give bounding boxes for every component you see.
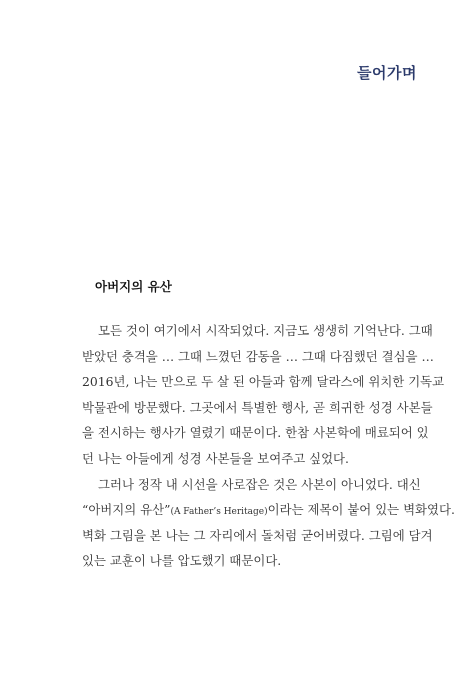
paragraph-1-line-4: 박물관에 방문했다. 그곳에서 특별한 행사, 곧 희귀한 성경 사본들 bbox=[82, 399, 433, 415]
paragraph-2-line-1: 그러나 정작 내 시선을 사로잡은 것은 사본이 아니었다. 대신 bbox=[98, 476, 421, 492]
mural-english-title: (A Father’s Heritage) bbox=[170, 507, 268, 518]
paragraph-1-line-3: 2016년, 나는 만으로 두 살 된 아들과 함께 달라스에 위치한 기독교 bbox=[82, 374, 445, 390]
paragraph-1-line-1: 모든 것이 여기에서 시작되었다. 지금도 생생히 기억난다. 그때 bbox=[98, 323, 433, 338]
mural-title-suffix: 이라는 제목이 붙어 있는 벽화였다. bbox=[267, 502, 455, 518]
paragraph-2-line-2 bbox=[82, 497, 455, 523]
paragraph-1-line-6: 던 나는 아들에게 성경 사본들을 보여주고 싶었다. bbox=[82, 450, 349, 466]
chapter-title: 들어가며 bbox=[357, 64, 417, 82]
paragraph-1-line-2: 받았던 충격을 … 그때 느꼈던 감동을 … 그때 다짐했던 결심을 … bbox=[82, 348, 434, 364]
paragraph-1-line-5: 을 전시하는 행사가 열렸기 때문이다. 한참 사본학에 매료되어 있 bbox=[82, 425, 429, 441]
body-text bbox=[82, 318, 455, 574]
paragraph-2-line-4: 있는 교훈이 나를 압도했기 때문이다. bbox=[82, 553, 282, 569]
paragraph-2-line-3: 벽화 그림을 본 나는 그 자리에서 돌처럼 굳어버렸다. 그림에 담겨 bbox=[82, 527, 433, 543]
section-title: 아버지의 유산 bbox=[95, 279, 172, 294]
mural-title: “아버지의 유산” bbox=[82, 502, 171, 518]
